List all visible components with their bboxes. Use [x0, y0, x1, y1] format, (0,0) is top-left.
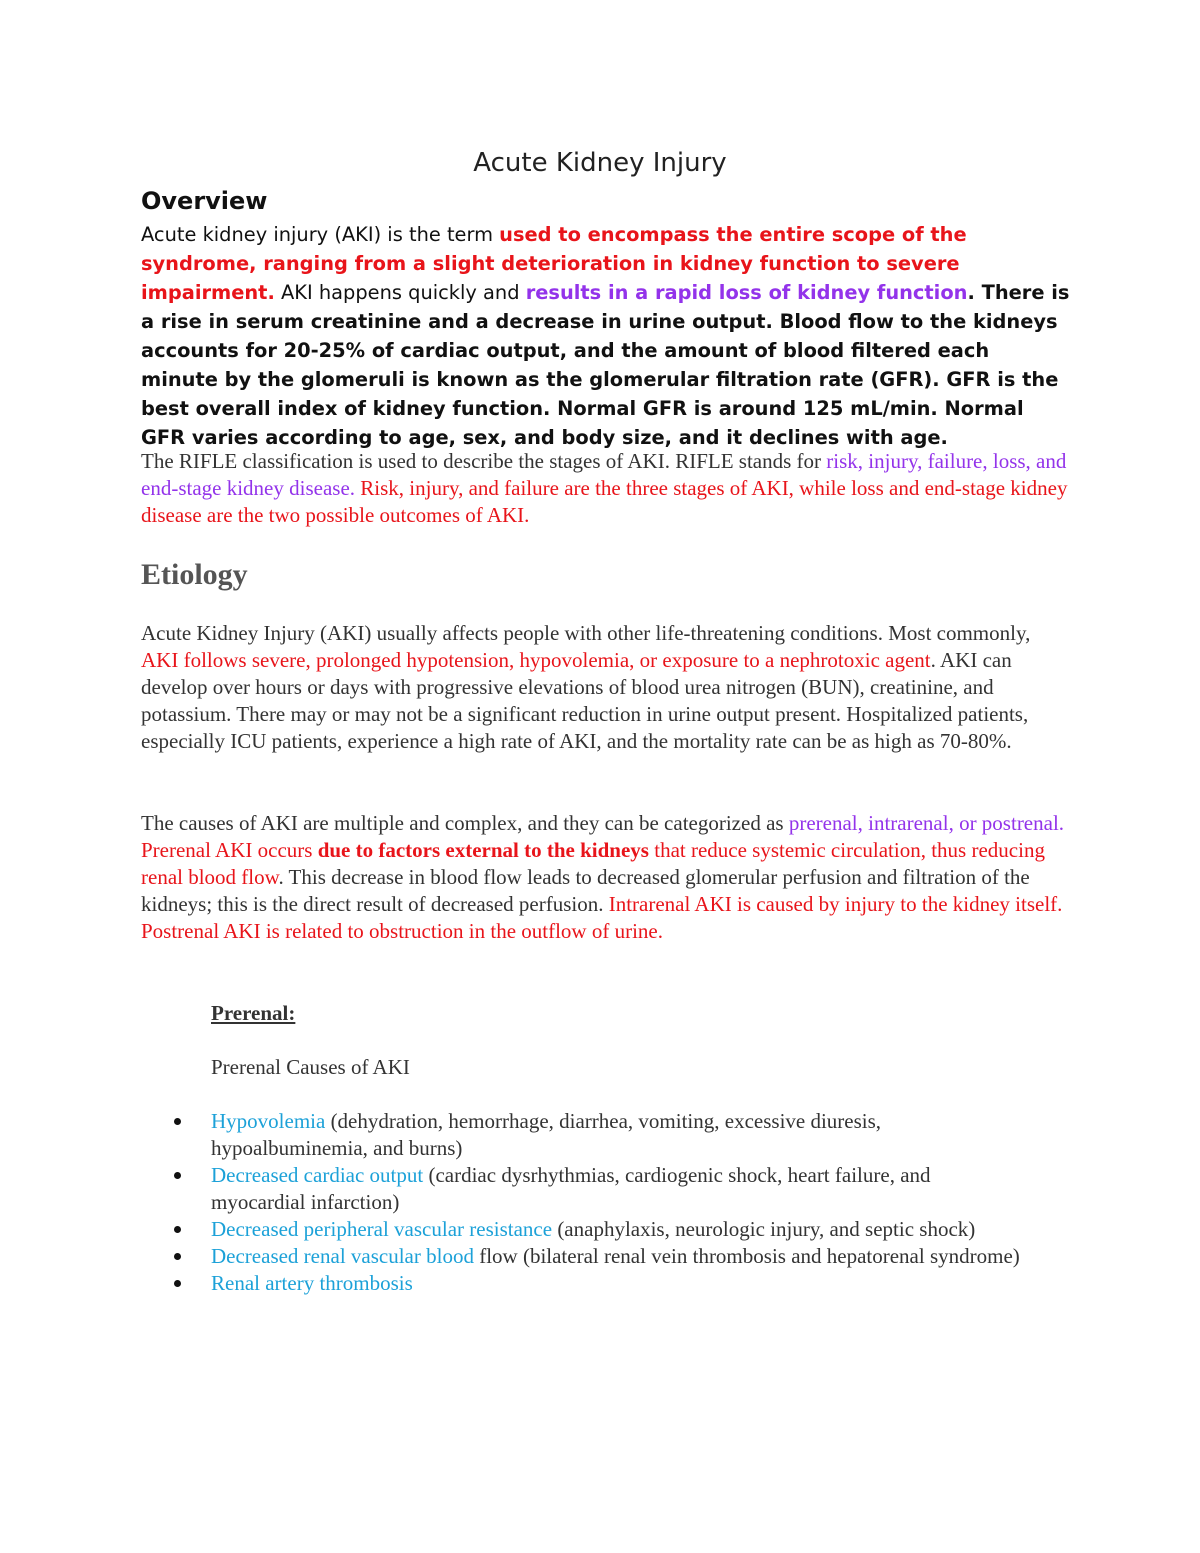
overview-heading: Overview — [141, 187, 268, 215]
overview-highlight-loss: results in a rapid loss of kidney function — [525, 281, 968, 304]
list-item — [170, 1216, 1030, 1243]
causes-text: The causes of AKI are multiple and complex, and they can be categorized as — [141, 811, 789, 835]
etiology-paragraph-2 — [141, 810, 1071, 945]
prerenal-heading: Prerenal: — [211, 1001, 296, 1025]
list-item — [170, 1270, 1030, 1297]
causes-highlight-categories: prerenal, intrarenal, or postrenal. — [788, 811, 1065, 835]
bullet-icon — [174, 1226, 181, 1233]
overview-text: AKI happens quickly and — [274, 281, 526, 304]
cause-detail: (cardiac dysrhythmias, cardiogenic shock, heart failure, and myocardial infarction) — [211, 1163, 931, 1214]
etiology-heading: Etiology — [141, 558, 248, 591]
etiology-text: Acute Kidney Injury (AKI) usually affects people with other life-threatening conditions. Most commonly, — [141, 621, 1031, 645]
etiology-paragraph-1 — [141, 620, 1071, 755]
list-item — [170, 1243, 1030, 1270]
overview-highlight-definition: used to encompass the entire scope of the syndrome, ranging from a slight deterioration in kidney function to severe impairment. — [141, 223, 967, 304]
prerenal-subheading: Prerenal Causes of AKI — [211, 1055, 410, 1079]
overview-highlight-creatinine: rise in serum creatinine and a decrease in urine output. — [160, 310, 773, 333]
list-item — [170, 1108, 1030, 1162]
prerenal-causes-list — [170, 1108, 1030, 1297]
overview-text: . There is a — [141, 281, 1070, 333]
cause-term: Hypovolemia — [211, 1109, 326, 1133]
causes-highlight-external: due to factors external to the kidneys — [317, 838, 649, 862]
cause-term: Renal artery thrombosis — [211, 1271, 413, 1295]
causes-highlight-prerenal: Prerenal AKI occurs — [141, 838, 318, 862]
bullet-icon — [174, 1172, 181, 1179]
rifle-text: The RIFLE classification is used to describe the stages of AKI. RIFLE stands for — [141, 449, 827, 473]
causes-highlight-intrarenal: Intrarenal AKI is caused by injury to the kidney itself. Postrenal AKI is related to obstruction in the outflow of urine. — [141, 892, 1063, 943]
causes-text: . This decrease in blood flow leads to decreased glomerular perfusion and filtration of the kidneys; this is the direct result of decreased perfusion. — [141, 865, 1030, 916]
cause-detail: (anaphylaxis, neurologic injury, and septic shock) — [552, 1217, 976, 1241]
cause-term: Decreased renal vascular blood — [211, 1244, 474, 1268]
rifle-paragraph — [141, 448, 1071, 529]
bullet-icon — [174, 1280, 181, 1287]
etiology-highlight: AKI follows severe, prolonged hypotension, hypovolemia, or exposure to a nephrotoxic agent — [141, 648, 931, 672]
cause-term: Decreased peripheral vascular resistance — [211, 1217, 553, 1241]
document-title: Acute Kidney Injury — [473, 148, 727, 178]
rifle-highlight-stages: Risk, injury, and failure are the three stages of AKI, while loss and end-stage kidney disease are the two possible outcomes of AKI. — [141, 476, 1068, 527]
etiology-text: . AKI can develop over hours or days with progressive elevations of blood urea nitrogen (BUN), creatinine, and potassium. There may or may not be a significant reduction in urine output present. Hospitalized patients, especially ICU patients, experience a high rate of AKI, and the mortality rate can be as high as 70-80%. — [141, 648, 1029, 753]
cause-term: Decreased cardiac output — [211, 1163, 424, 1187]
list-item — [170, 1162, 1030, 1216]
causes-highlight-circulation: that reduce systemic circulation, thus reducing renal blood flow — [141, 838, 1045, 889]
bullet-icon — [174, 1253, 181, 1260]
rifle-highlight-acronym: risk, injury, failure, loss, and end-stage kidney disease. — [141, 449, 1067, 500]
bullet-icon — [174, 1118, 181, 1125]
overview-text: Blood flow to the kidneys accounts for 20-25% of cardiac output, and the amount of blood filtered each minute by the glomeruli is known as the glomerular filtration rate (GFR). GFR is the best overall index of kidney function. Normal GFR is around 125 mL/min. Normal GFR varies according to age, sex, and body size, and it declines with age. — [141, 310, 1059, 449]
overview-text: Acute kidney injury (AKI) is the term — [141, 223, 500, 246]
cause-detail: flow (bilateral renal vein thrombosis and hepatorenal syndrome) — [473, 1244, 1020, 1268]
overview-paragraph — [141, 220, 1071, 452]
cause-detail: (dehydration, hemorrhage, diarrhea, vomiting, excessive diuresis, hypoalbuminemia, and burns) — [211, 1109, 882, 1160]
